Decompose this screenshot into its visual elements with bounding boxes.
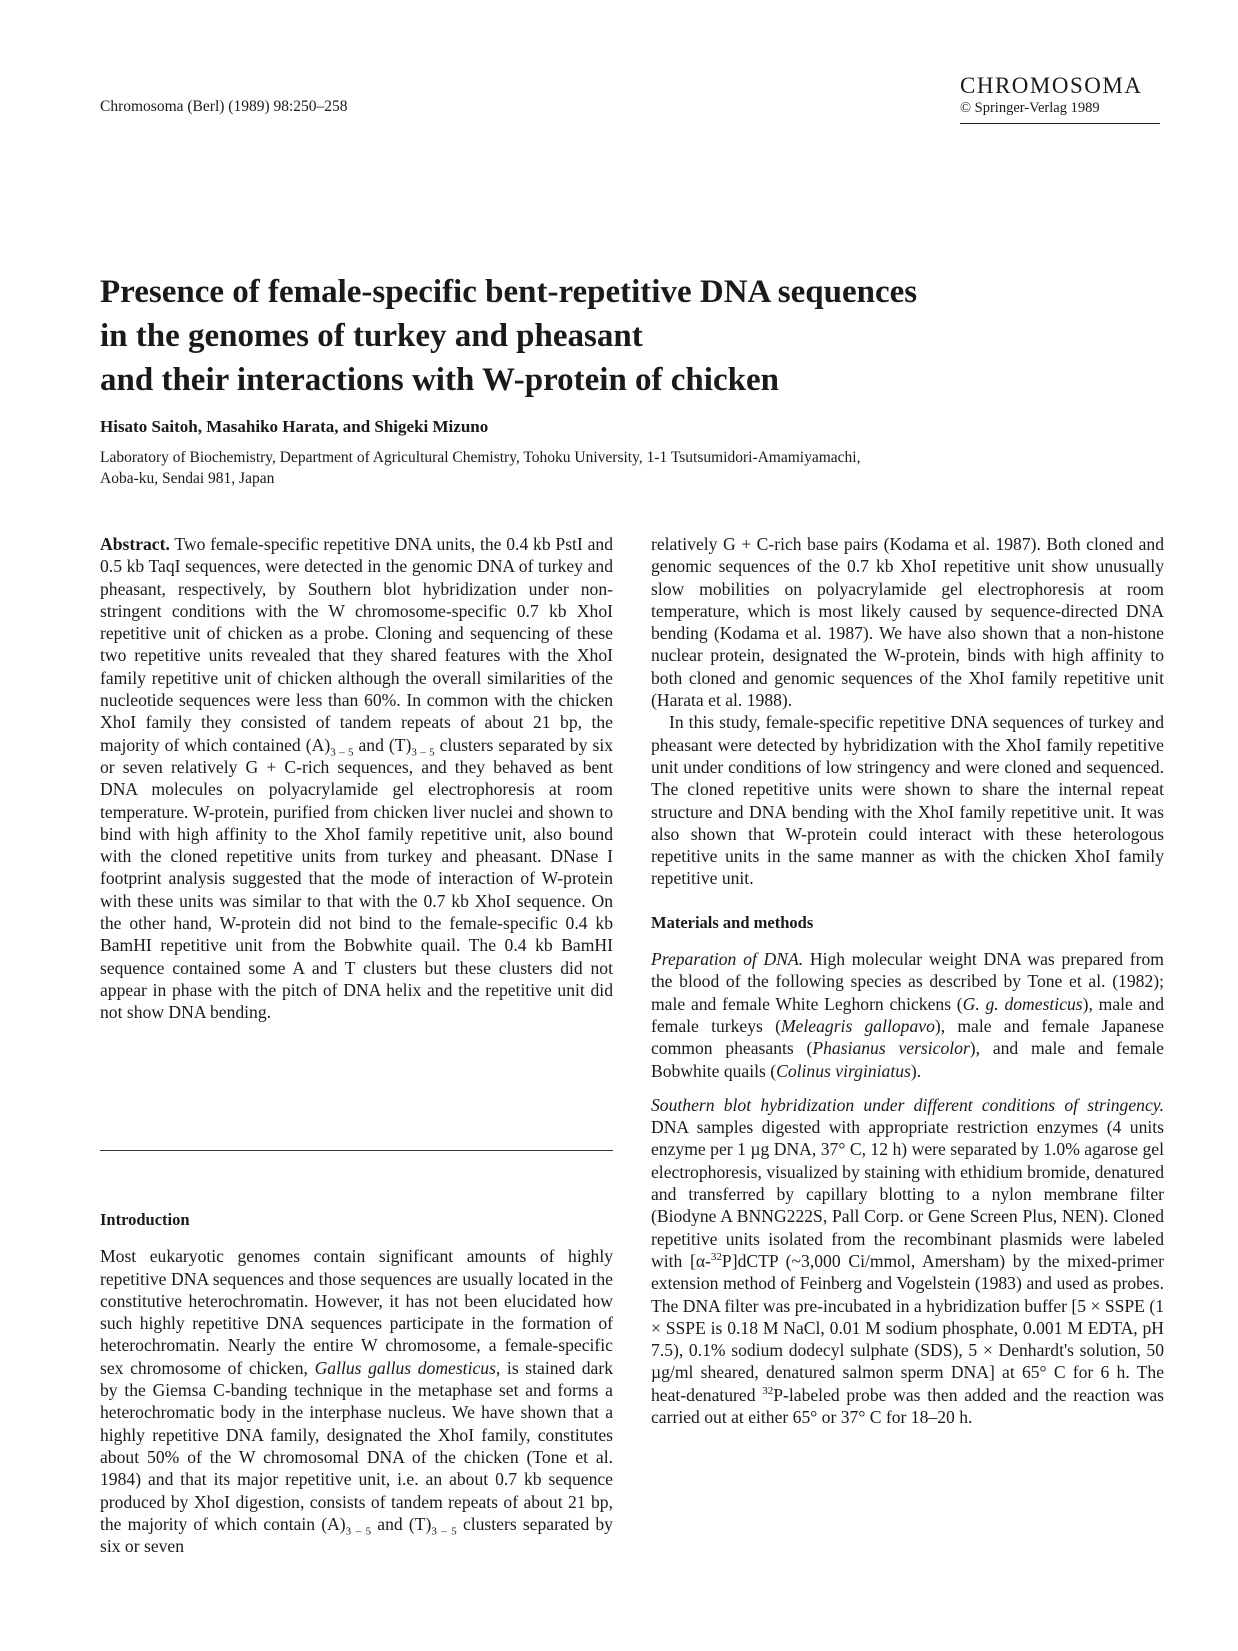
body-text: clusters separated by six or seven: [100, 1513, 613, 1557]
affiliation-line: Laboratory of Biochemistry, Department of Agricultural Chemistry, Tohoku University, 1-1 Tsutsumidori-Amamiyamachi,: [100, 449, 861, 466]
species-name: Colinus virginiatus: [776, 1060, 911, 1081]
affiliation-line: Aoba-ku, Sendai 981, Japan: [100, 470, 275, 487]
subsection-title: Preparation of DNA.: [651, 949, 804, 970]
methods-heading: Materials and methods: [651, 912, 814, 932]
body-paragraph: relatively G + C-rich base pairs (Kodama et al. 1987). Both cloned and genomic sequences of the 0.7 kb XhoI repetitive unit show unusually slow mobilities on polyacrylamide gel electrophoresis at room temperature, which is most likely caused by sequence-directed DNA bending (Kodama et al. 1987). We have also shown that a non-histone nuclear protein, designated the W-protein, binds with high affinity to both cloned and genomic sequences of the XhoI family repetitive unit (Harata et al. 1988).: [651, 534, 1164, 711]
title-line: and their interactions with W-protein of chicken: [100, 362, 779, 398]
author-affiliation: [100, 447, 1100, 489]
body-text: Most eukaryotic genomes contain significant amounts of highly repetitive DNA sequences and those sequences are usually located in the constitutive heterochromatin. However, it has not been elucidated how such highly repetitive DNA sequences participate in the formation of heterochromatin. Nearly the entire W chromosome, a female-specific sex chromosome of chicken,: [100, 1246, 613, 1378]
spacer: [651, 1082, 1164, 1094]
title-line: Presence of female-specific bent-repetitive DNA sequences: [100, 274, 918, 310]
introduction-heading: Introduction: [100, 1210, 190, 1229]
body-text: ), male and female turkeys (: [651, 993, 1165, 1036]
journal-masthead: [960, 73, 1160, 124]
body-text: ), male and female Japanese common pheasants (: [651, 1015, 1165, 1059]
paper-title: [100, 270, 1100, 402]
spacer: [651, 890, 1164, 912]
abstract-paragraph: [100, 533, 613, 1024]
subscript: 3 – 5: [330, 746, 354, 759]
abstract-text: and (T): [353, 734, 412, 755]
left-column: [100, 533, 613, 1024]
subsection-title: Southern blot hybridization under different conditions of stringency.: [651, 1094, 1164, 1115]
right-column: [651, 533, 1164, 1428]
abstract-divider: [100, 1150, 613, 1151]
abstract-text: clusters separated by six or seven relatively G + C-rich sequences, and they behaved as bent DNA molecules on polyacrylamide gel electrophoresis at room temperature. W-protein, purified from chicken liver nuclei and shown to bind with high affinity to the XhoI family repetitive unit, also bound with the cloned repetitive units from turkey and pheasant. DNase I footprint analysis suggested that the mode of interaction of W-protein with these units was similar to that with the 0.7 kb XhoI sequence. On the other hand, W-protein did not bind to the female-specific 0.4 kb BamHI repetitive unit from the Bobwhite quail. The 0.4 kb BamHI sequence contained some A and T clusters but these clusters did not appear in phase with the pitch of DNA helix and the repetitive unit did not show DNA bending.: [100, 734, 614, 1023]
body-text: P-labeled probe was then added and the reaction was carried out at either 65° or 37° C for 18–20 h.: [651, 1384, 1164, 1427]
abstract-text: Two female-specific repetitive DNA units, the 0.4 kb PstI and 0.5 kb TaqI sequences, were detected in the genomic DNA of turkey and pheasant, respectively, by Southern blot hybridization under non-stringent conditions with the W chromosome-specific 0.7 kb XhoI repetitive unit of chicken as a probe. Cloning and sequencing of these two repetitive units revealed that they shared features with the XhoI family repetitive unit of chicken although the overall similarities of the nucleotide sequences were less than 60%. In common with the chicken XhoI family they consisted of tandem repeats of about 21 bp, the majority of which contained (A): [100, 534, 613, 755]
subscript: 3 – 5: [345, 1525, 372, 1538]
introduction-section: [100, 1209, 613, 1557]
species-name: Meleagris gallopavo: [780, 1015, 935, 1036]
journal-name: CHROMOSOMA: [960, 73, 1143, 98]
journal-citation: Chromosoma (Berl) (1989) 98:250–258: [100, 98, 348, 115]
superscript: 32: [710, 1251, 722, 1264]
title-line: in the genomes of turkey and pheasant: [100, 318, 643, 354]
species-name: Phasianus versicolor: [812, 1038, 970, 1059]
body-text: , is stained dark by the Giemsa C-banding technique in the metaphase set and forms a heterochromatic body in the interphase nucleus. We have shown that a highly repetitive DNA family, designated the XhoI family, constitutes about 50% of the W chromosomal DNA of the chicken (Tone et al. 1984) and that its major repetitive unit, i.e. an about 0.7 kb sequence produced by XhoI digestion, consists of tandem repeats of about 21 bp, the majority of which contain (A): [100, 1357, 613, 1534]
superscript: 32: [762, 1384, 774, 1397]
methods-paragraph: [651, 948, 1164, 1082]
subscript: 3 – 5: [431, 1525, 457, 1538]
species-name: G. g. domesticus: [962, 993, 1083, 1014]
body-text: P]dCTP (~3,000 Ci/mmol, Amersham) by the mixed-primer extension method of Feinberg and Vogelstein (1983) and used as probes. The DNA filter was pre-incubated in a hybridization buffer [5 × SSPE (1 × SSPE is 0.18 M NaCl, 0.01 M sodium phosphate, 0.001 M EDTA, pH 7.5), 0.1% sodium dodecyl sulphate (SDS), 5 × Denhardt's solution, 50 µg/ml sheared, denatured salmon sperm DNA] at 65° C for 6 h. The heat-denatured: [651, 1250, 1164, 1405]
abstract-label: Abstract.: [100, 534, 170, 554]
body-text: ), and male and female Bobwhite quails (: [651, 1038, 1164, 1081]
body-text: DNA samples digested with appropriate restriction enzymes (4 units enzyme per 1 µg DNA, 37° C, 12 h) were separated by 1.0% agarose gel electrophoresis, visualized by staining with ethidium bromide, denatured and transferred by capillary blotting to a nylon membrane filter (Biodyne A BNNG222S, Pall Corp. or Gene Screen Plus, NEN). Cloned repetitive units isolated from the recombinant plasmids were labeled with [α-: [651, 1117, 1164, 1271]
body-text: and (T): [371, 1513, 432, 1534]
methods-paragraph: [651, 1094, 1164, 1428]
copyright-notice: © Springer-Verlag 1989: [960, 100, 1100, 116]
subscript: 3 – 5: [411, 746, 435, 759]
body-text: High molecular weight DNA was prepared from the blood of the following species as described by Tone et al. (1982); male and female White Leghorn chickens (: [651, 949, 1164, 1014]
body-paragraph: [100, 1245, 613, 1557]
species-name: Gallus gallus domesticus: [314, 1357, 496, 1378]
body-paragraph: In this study, female-specific repetitive DNA sequences of turkey and pheasant were detected by hybridization with the XhoI family repetitive unit under conditions of low stringency and were cloned and sequenced. The cloned repetitive units were shown to share the internal repeat structure and DNA bending with the XhoI family repetitive unit. It was also shown that W-protein could interact with these heterologous repetitive units in the same manner as with the chicken XhoI family repetitive unit.: [651, 712, 1164, 889]
author-list: Hisato Saitoh, Masahiko Harata, and Shigeki Mizuno: [100, 417, 489, 436]
body-text: ).: [910, 1060, 922, 1081]
